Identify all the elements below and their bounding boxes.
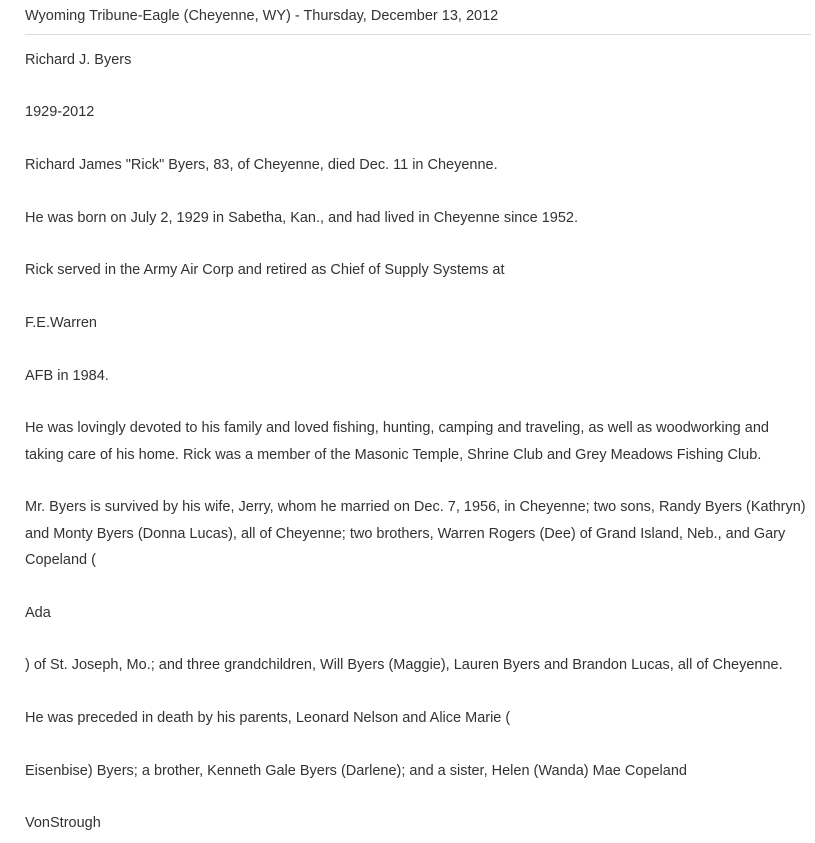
obituary-paragraph: VonStrough	[25, 815, 101, 831]
obituary-paragraph: He was lovingly devoted to his family and loved fishing, hunting, camping and traveling, as well as woodworking and taking care of his home. Rick was a member of the Masonic Temple, Shrine Club and Grey Meadows Fishing Club.	[25, 420, 769, 463]
obituary-paragraph: He was preceded in death by his parents, Leonard Nelson and Alice Marie (	[25, 710, 511, 726]
obituary-paragraph: Eisenbise) Byers; a brother, Kenneth Gale Byers (Darlene); and a sister, Helen (Wanda) Mae Copeland	[25, 763, 687, 779]
obituary-paragraph: F.E.Warren	[25, 315, 97, 331]
obituary-paragraph: ) of St. Joseph, Mo.; and three grandchildren, Will Byers (Maggie), Lauren Byers and Brandon Lucas, all of Cheyenne.	[25, 657, 783, 673]
obituary-paragraph: He was born on July 2, 1929 in Sabetha, Kan., and had lived in Cheyenne since 1952.	[25, 210, 578, 226]
obituary-years: 1929-2012	[25, 104, 95, 120]
obituary-name: Richard J. Byers	[25, 52, 132, 68]
obituary-page	[25, 0, 811, 35]
article-header	[25, 0, 811, 35]
obituary-paragraph: Rick served in the Army Air Corp and retired as Chief of Supply Systems at	[25, 262, 505, 278]
obituary-paragraph: AFB in 1984.	[25, 368, 109, 384]
obituary-paragraph: Mr. Byers is survived by his wife, Jerry, whom he married on Dec. 7, 1956, in Cheyenne; two sons, Randy Byers (Kathryn) and Monty Byers (Donna Lucas), all of Cheyenne; two brothers, Warren Rogers (Dee) of Grand Island, Neb., and Gary Copeland (	[25, 499, 806, 568]
source-line: Wyoming Tribune-Eagle (Cheyenne, WY) - Thursday, December 13, 2012	[25, 8, 499, 24]
obituary-paragraph: Ada	[25, 605, 51, 621]
obituary-paragraph: Richard James "Rick" Byers, 83, of Cheyenne, died Dec. 11 in Cheyenne.	[25, 157, 498, 173]
